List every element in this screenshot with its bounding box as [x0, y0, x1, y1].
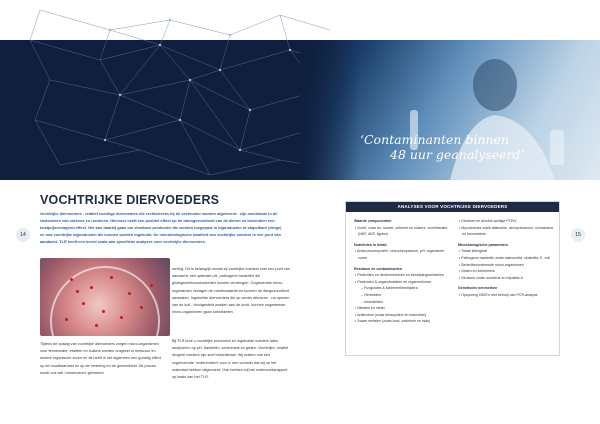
quote-line-2: 48 uur geanalyseerd’ — [390, 147, 525, 162]
analysis-column-right — [458, 218, 554, 299]
list-item: • Opsporing GMO's met behulp van PCR-analyse — [459, 292, 538, 297]
list-subitem: – Insecticiden — [361, 299, 383, 304]
list-item: • Gisten en schimmels — [459, 269, 495, 274]
intro-paragraph: Vochtrijke diervoeders - relatief vochtige diervoeders die rechtstreeks bij de veehouder worden afgeleverd - zijn onmisbaar in de rantsoenen van varkens en runderen. Hiervoor heeft een positief effect op de darmgezondheid van de dieren en bovendien een kostprijsverlagend effect. Het kan daarbij gaan om vloeibare producten die worden toegepast in bijproducten of stapelbare (droge) en ook vochtrijke bijproducten die kunnen worden ingekuild. De microbiologische kwaliteit van vochtrijke voeders is een punt van aandacht. TLR heeft een breed scala aan specifieke analyses voor vochtrijke diervoeders. — [40, 211, 282, 244]
list-item: • Zware metalen (zoals lood, cadmium en kwik) — [355, 319, 431, 324]
header-banner — [0, 0, 600, 180]
list-item: • Mycotoxines zoals aflatoxine, deoxynivalenol, ochratoxine en fumonisinen — [459, 225, 554, 237]
list-item: • Nitraten en nitriet — [355, 306, 385, 311]
list-item: • Aminozuurenprofiel, vetzuurenpatroon, pH, organische zuren — [355, 249, 445, 260]
section-heading: Genetische kenmerken — [458, 286, 498, 291]
body-column-a: Tijdens de opslag van vochtrijke diervoeders zorgen micro-organismen voor fermentatie; eiwitten en suikers worden omgezet in melkzuur en andere organische zuren en dit heeft in het algemeen een gunstig effect op de houdbaarheid en op de vertering en de gezondheid. Dit proces wordt ook wel 'conserveren' genoemd. — [40, 342, 161, 375]
page-title: VOCHTRIJKE DIERVOEDERS — [40, 193, 220, 207]
colony-dot — [120, 316, 123, 319]
section-heading: Residuen en contaminanten — [354, 266, 402, 271]
petri-dish-image — [40, 258, 170, 336]
colony-dot — [70, 278, 73, 281]
colony-dot — [102, 310, 105, 313]
body-column-c: Bij TLR kunt u vochtrijke producten en ingekuilde voeders laten analyseren op pH, bacteriën, schimmels en gisten. Vochtrijke, relatief drogere voeders zijn snel beschikbaar. Wij maken ook een zogenoemde 'onderzoeken' voor u; een voorstel dat wij op het materiaal hebben uitgevoerd. Ook hebben wij het onderzoeksrapport op basis van het TLR. — [172, 339, 289, 380]
analysis-box-header: ANALYSES VOOR VOCHTRIJKE DIERVOEDERS — [346, 202, 559, 212]
banner-quote — [360, 132, 570, 162]
colony-dot — [128, 292, 131, 295]
page-number-right: 15 — [571, 228, 585, 242]
photo-fade — [300, 40, 360, 180]
list-subitem: – Herbiciden — [361, 292, 382, 297]
list-item: • Virussen zoals norovirus en hepatitis A — [459, 275, 523, 280]
analysis-column-left — [354, 218, 450, 325]
body-column-b: wering. Dit is belangrijk omdat zij vochtrijke voeders snel een punt van aandacht; een optimale pH, pathogene bacteriën die gistingsmelkzuurbacteriën kunnen verdringen. Ongewenste micro-organismen verlagen de voederwaarde en kunnen de diergezondheid aantasten. Ingekuilde diervoeders die op verder afvoeren - na openen van de kuil - blootgesteld worden aan de lucht, kunnen ongewenste micro-organismen gaan ontwikkelen. — [172, 267, 290, 315]
colony-dot — [150, 284, 153, 287]
petri-dish-rim — [50, 266, 160, 336]
list-item: • Dioxinen en dioxine-achtige PCB's — [459, 219, 517, 223]
list-item: • Vocht, ruwe as, ruwvet, zetmeel en suikers, vezelfracties (NDF, ADF, lignine) — [355, 225, 448, 237]
colony-dot — [90, 286, 93, 289]
list-item: • Totaal kiemgetal — [459, 249, 488, 254]
colony-dot — [76, 290, 79, 293]
colony-dot — [110, 276, 113, 279]
analysis-box — [345, 201, 560, 356]
colony-dot — [140, 306, 143, 309]
list-subitem: – Fungicides & schimmelbestrijders — [361, 286, 418, 291]
colony-dot — [82, 302, 85, 305]
list-item: • Bederfbevorderende micro-organismen — [459, 262, 524, 267]
section-heading: Waarde componenten — [354, 219, 392, 223]
page-number-left: 14 — [16, 228, 30, 242]
list-item: • Pesticiden & organofosfaten en organochloren — [355, 279, 432, 284]
colony-dot — [65, 318, 68, 321]
section-heading: Microbiologische parameters — [458, 242, 508, 247]
quote-line-1: ‘Contaminanten binnen — [360, 132, 509, 147]
section-heading: Nutriënten in detail — [354, 242, 387, 247]
list-item: • Pathogene bacteriën zoals salmonella, clostridia, E. coli — [459, 255, 550, 260]
list-item: • Pesticiden en dioxineresiduen en bestrijdingsmiddelen — [355, 273, 444, 278]
list-item: • Antibiotica (zoals tetracycline en macrolide) — [355, 312, 427, 317]
colony-dot — [95, 324, 98, 327]
